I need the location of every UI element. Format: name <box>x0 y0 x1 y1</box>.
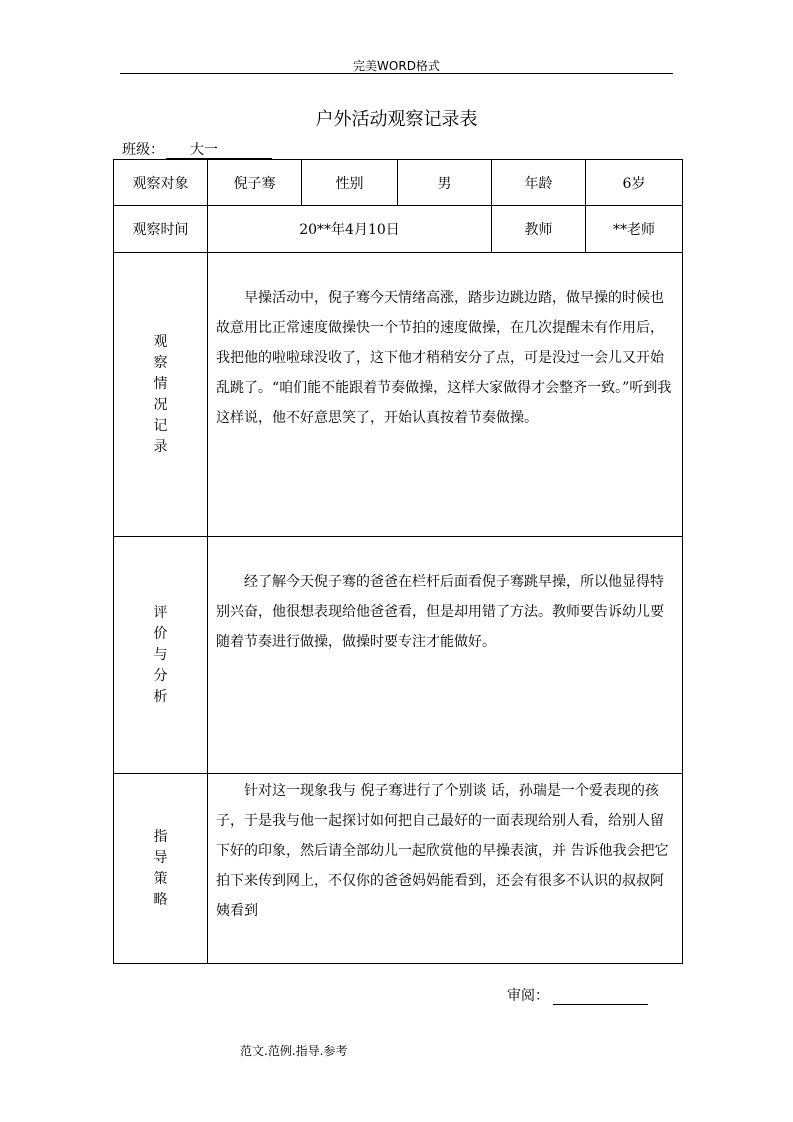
page-header: 完美WORD格式 <box>353 59 440 73</box>
strategy-label: 指 导 策 略 <box>114 774 208 964</box>
evaluation-label: 评 价 与 分 析 <box>114 537 208 774</box>
table-row <box>114 537 683 774</box>
observation-content <box>208 253 683 537</box>
page-footer: 范文.范例.指导.参考 <box>240 1044 348 1058</box>
age-label: 年龄 <box>492 160 586 206</box>
teacher-value: **老师 <box>586 206 683 253</box>
evaluation-content <box>208 537 683 774</box>
table-row <box>114 160 683 206</box>
class-label: 班级： <box>122 142 164 158</box>
table-row <box>114 206 683 253</box>
review-label: 审阅： <box>507 988 549 1004</box>
review-signature-line <box>553 988 648 1005</box>
teacher-label: 教师 <box>492 206 586 253</box>
table-row <box>114 253 683 537</box>
gender-value: 男 <box>398 160 492 206</box>
time-value: 20**年4月10日 <box>208 206 492 253</box>
gender-label: 性别 <box>302 160 398 206</box>
observation-label: 观 察 情 况 记 录 <box>114 253 208 537</box>
page-title: 户外活动观察记录表 <box>315 109 478 130</box>
evaluation-text: 经了解今天倪子骞的爸爸在栏杆后面看倪子骞跳早操，所以他显得特别兴奋，他很想表现给他爸爸看，但是却用错了方法。教师要告诉幼儿要随着节奏进行做操，做操时要专注才能做好。 <box>216 574 664 650</box>
header-divider <box>120 73 673 74</box>
age-value: 6岁 <box>586 160 683 206</box>
subject-label: 观察对象 <box>114 160 208 206</box>
review-signature <box>507 985 648 1005</box>
class-info <box>122 139 272 159</box>
time-label: 观察时间 <box>114 206 208 253</box>
subject-value: 倪子骞 <box>208 160 302 206</box>
observation-text: 早操活动中，倪子骞今天情绪高涨，踏步边跳边踏，做早操的时候也故意用比正常速度做操快一个节拍的速度做操，在几次提醒未有作用后，我把他的啦啦球没收了，这下他才稍稍安分了点，可是没过一会儿又开始乱跳了。“咱们能不能跟着节奏做操，这样大家做得才会整齐一致。”听到我这样说，他不好意思笑了，开始认真按着节奏做操。 <box>216 290 672 426</box>
class-value: 大一 <box>166 142 272 159</box>
strategy-text: 针对这一现象我与 倪子骞进行了个别谈 话，孙瑞是一个爱表现的孩子，于是我与他一起探讨如何把自己最好的一面表现给别人看，给别人留下好的印象，然后请全部幼儿一起欣赏他的早操表演，并 告诉他我会把它拍下来传到网上，不仅你的爸爸妈妈能看到，还会有很多不认识的叔叔阿姨看到 <box>216 783 669 919</box>
observation-table <box>113 159 683 964</box>
strategy-content <box>208 774 683 964</box>
table-row <box>114 774 683 964</box>
